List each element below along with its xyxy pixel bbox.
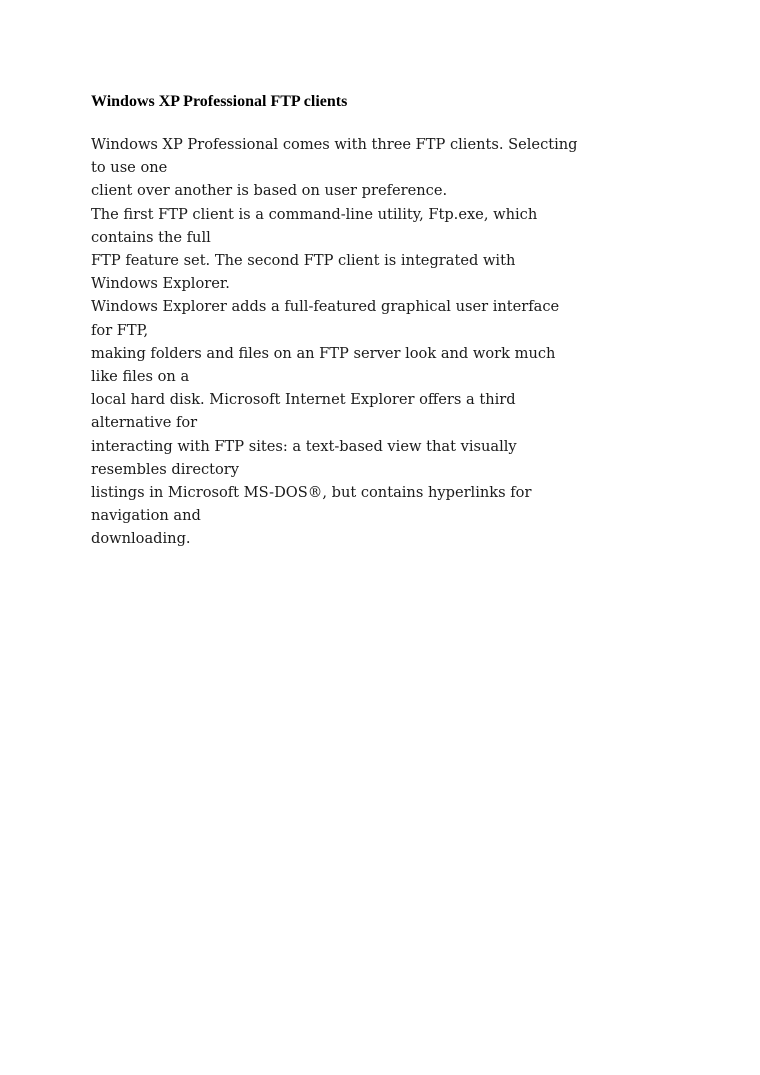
body-line: client over another is based on user preference. (91, 182, 448, 200)
body-line: navigation and (91, 507, 201, 525)
body-line: Windows Explorer. (91, 275, 230, 293)
body-line: like files on a (91, 368, 190, 386)
body-line: local hard disk. Microsoft Internet Explorer offers a third (91, 391, 516, 409)
body-line: interacting with FTP sites: a text-based view that visually (91, 437, 517, 455)
body-line: to use one (91, 159, 168, 177)
body-line: for FTP, (91, 321, 149, 339)
document-body (91, 133, 691, 551)
body-line: resembles directory (91, 460, 240, 478)
body-line: Windows Explorer adds a full-featured graphical user interface (91, 298, 560, 316)
body-line: listings in Microsoft MS-DOS®, but contains hyperlinks for (91, 484, 532, 502)
body-line: downloading. (91, 530, 191, 548)
body-line: FTP feature set. The second FTP client is integrated with (91, 252, 516, 270)
body-line: making folders and files on an FTP server look and work much (91, 344, 556, 362)
body-line: contains the full (91, 228, 211, 246)
document-title: Windows XP Professional FTP clients (91, 93, 348, 110)
body-line: The first FTP client is a command-line utility, Ftp.exe, which (91, 205, 538, 223)
body-line: alternative for (91, 414, 198, 432)
body-line: Windows XP Professional comes with three FTP clients. Selecting (91, 136, 578, 153)
